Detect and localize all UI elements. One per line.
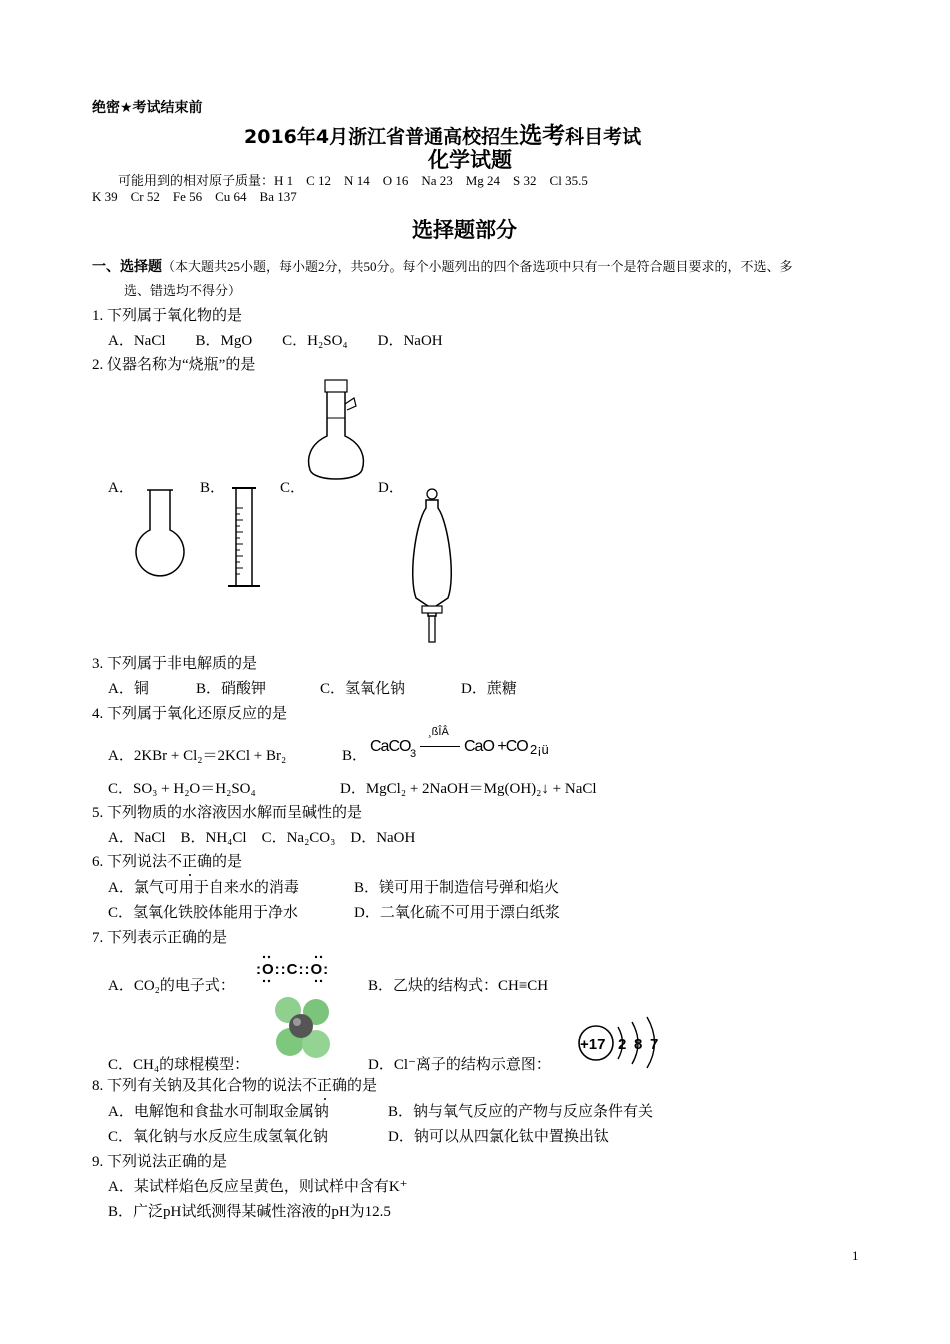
co2-electron-formula (252, 954, 336, 984)
question-5-options: A．NaCl B．NH₄Cl C．Na₂CO₃ D．NaOH (108, 830, 416, 846)
shell-2-count: 8 (634, 1036, 643, 1053)
question-8-option-b: B．钠与氧气反应的产物与反应条件有关 (388, 1104, 654, 1120)
question-9-option-a: A．某试样焰色反应呈黄色，则试样中含有K⁺ (108, 1179, 408, 1195)
question-5-stem: 5. 下列物质的水溶液因水解而呈碱性的是 (92, 805, 363, 821)
question-2-option-d: D． (378, 480, 404, 496)
question-2-stem: 2. 仪器名称为“烧瓶”的是 (92, 357, 256, 373)
question-7-stem: 7. 下列表示正确的是 (92, 930, 228, 946)
question-2-option-b: B． (200, 480, 226, 496)
shell-3-count: 7 (650, 1036, 659, 1053)
shell-1-count: 2 (618, 1036, 627, 1053)
question-6-option-c: C．氢氧化铁胶体能用于净水 (108, 905, 299, 921)
secret-label: 绝密★考试结束前 (92, 100, 203, 116)
title-end: 科目考试 (565, 126, 642, 148)
question-4-option-a: A．2KBr + Cl₂＝2KCl + Br₂ (108, 748, 287, 764)
question-7-option-d: D．Cl⁻离子的结构示意图： (368, 1057, 551, 1073)
section-title: 选择题部分 (412, 218, 517, 242)
question-8-option-d: D．钠可以从四氯化钛中置换出钛 (388, 1129, 609, 1145)
stem-text-end: 的是 (212, 854, 243, 870)
question-4-option-d: D．MgCl₂ + 2NaOH＝Mg(OH)₂↓ + NaCl (340, 781, 597, 797)
question-3-option-a: A．铜 (108, 681, 149, 697)
question-4-stem: 4. 下列属于氧化还原反应的是 (92, 706, 288, 722)
question-4-option-c: C．SO₃ + H₂O＝H₂SO₄ (108, 781, 256, 797)
question-8-option-c: C．氧化钠与水反应生成氢氧化钠 (108, 1129, 329, 1145)
question-7-option-b: B．乙炔的结构式：CH≡CH (368, 978, 549, 994)
question-4-option-b: B． (342, 748, 368, 764)
equation-reactant-sub: 3 (410, 748, 417, 760)
question-4-equation-b (370, 722, 560, 762)
question-3-stem: 3. 下列属于非电解质的是 (92, 656, 258, 672)
question-9-stem: 9. 下列说法正确的是 (92, 1154, 228, 1170)
ch4-ball-model-image (268, 996, 334, 1062)
section-heading: 一、选择题 (92, 259, 162, 275)
section-instruction (92, 256, 793, 276)
question-6-option-a: A．氯气可用于自来水的消毒 (108, 880, 299, 896)
question-9-option-b: B．广泛pH试纸测得某碱性溶液的pH为12.5 (108, 1204, 391, 1220)
question-6-option-d: D．二氧化硫不可用于漂白纸浆 (354, 905, 560, 921)
volumetric-flask-image (304, 378, 368, 488)
equation-condition: ¸ßÎÂ (428, 726, 449, 738)
emphasis-text: 不正确 (302, 1074, 347, 1095)
question-3-option-b: B．硝酸钾 (196, 681, 267, 697)
question-6-stem (92, 850, 242, 871)
question-7-option-a: A．CO₂的电子式： (108, 978, 235, 994)
stem-text: 8. 下列有关钠及其化合物的说法 (92, 1078, 303, 1094)
equation-tail: 2¡ü (530, 742, 549, 757)
question-1-stem: 1. 下列属于氧化物的是 (92, 308, 243, 324)
question-8-option-a: A．电解饱和食盐水可制取金属钠 (108, 1104, 329, 1120)
emphasis-text: 不正确 (167, 850, 212, 871)
question-8-stem (92, 1074, 377, 1095)
title-big: 选考 (519, 123, 566, 149)
stem-text-end: 的是 (347, 1078, 378, 1094)
stem-text: 6. 下列说法 (92, 854, 168, 870)
round-bottom-flask-image (130, 484, 190, 580)
exam-subtitle: 化学试题 (428, 148, 512, 172)
instruction-text-1: （本大题共25小题，每小题2分，共50分。每个小题列出的四个备选项中只有一个是符合题目要求的，不选、多 (162, 259, 793, 274)
equation-products: CaO +CO (464, 738, 528, 755)
equation-reactant: CaCO (370, 738, 411, 755)
graduated-cylinder-image (224, 486, 268, 592)
question-3-option-c: C．氢氧化钠 (320, 681, 406, 697)
page-number: 1 (852, 1248, 859, 1263)
separatory-funnel-image (404, 486, 460, 646)
atomic-mass-line1: 可能用到的相对原子质量：H 1 C 12 N 14 O 16 Na 23 Mg 24 S 32 Cl 35.5 (118, 173, 588, 188)
nucleus-label: +17 (580, 1036, 606, 1053)
question-2-option-c: C． (280, 480, 306, 496)
question-1-options: A．NaCl B．MgO C．H₂SO₄ D．NaOH (108, 333, 443, 349)
atomic-mass-line2: K 39 Cr 52 Fe 56 Cu 64 Ba 137 (92, 189, 297, 204)
electron-formula-text: :O::C::O: (256, 961, 330, 978)
cl-ion-structure-diagram (574, 1014, 666, 1068)
question-7-option-c: C．CH₄的球棍模型： (108, 1057, 250, 1073)
question-6-option-b: B．镁可用于制造信号弹和焰火 (354, 880, 560, 896)
equation-arrow (420, 746, 460, 747)
question-3-option-d: D．蔗糖 (461, 681, 517, 697)
title-main: 2016年4月浙江省普通高校招生 (244, 126, 520, 148)
instruction-text-2: 选、错选均不得分） (124, 283, 242, 298)
question-2-option-a: A． (108, 480, 134, 496)
